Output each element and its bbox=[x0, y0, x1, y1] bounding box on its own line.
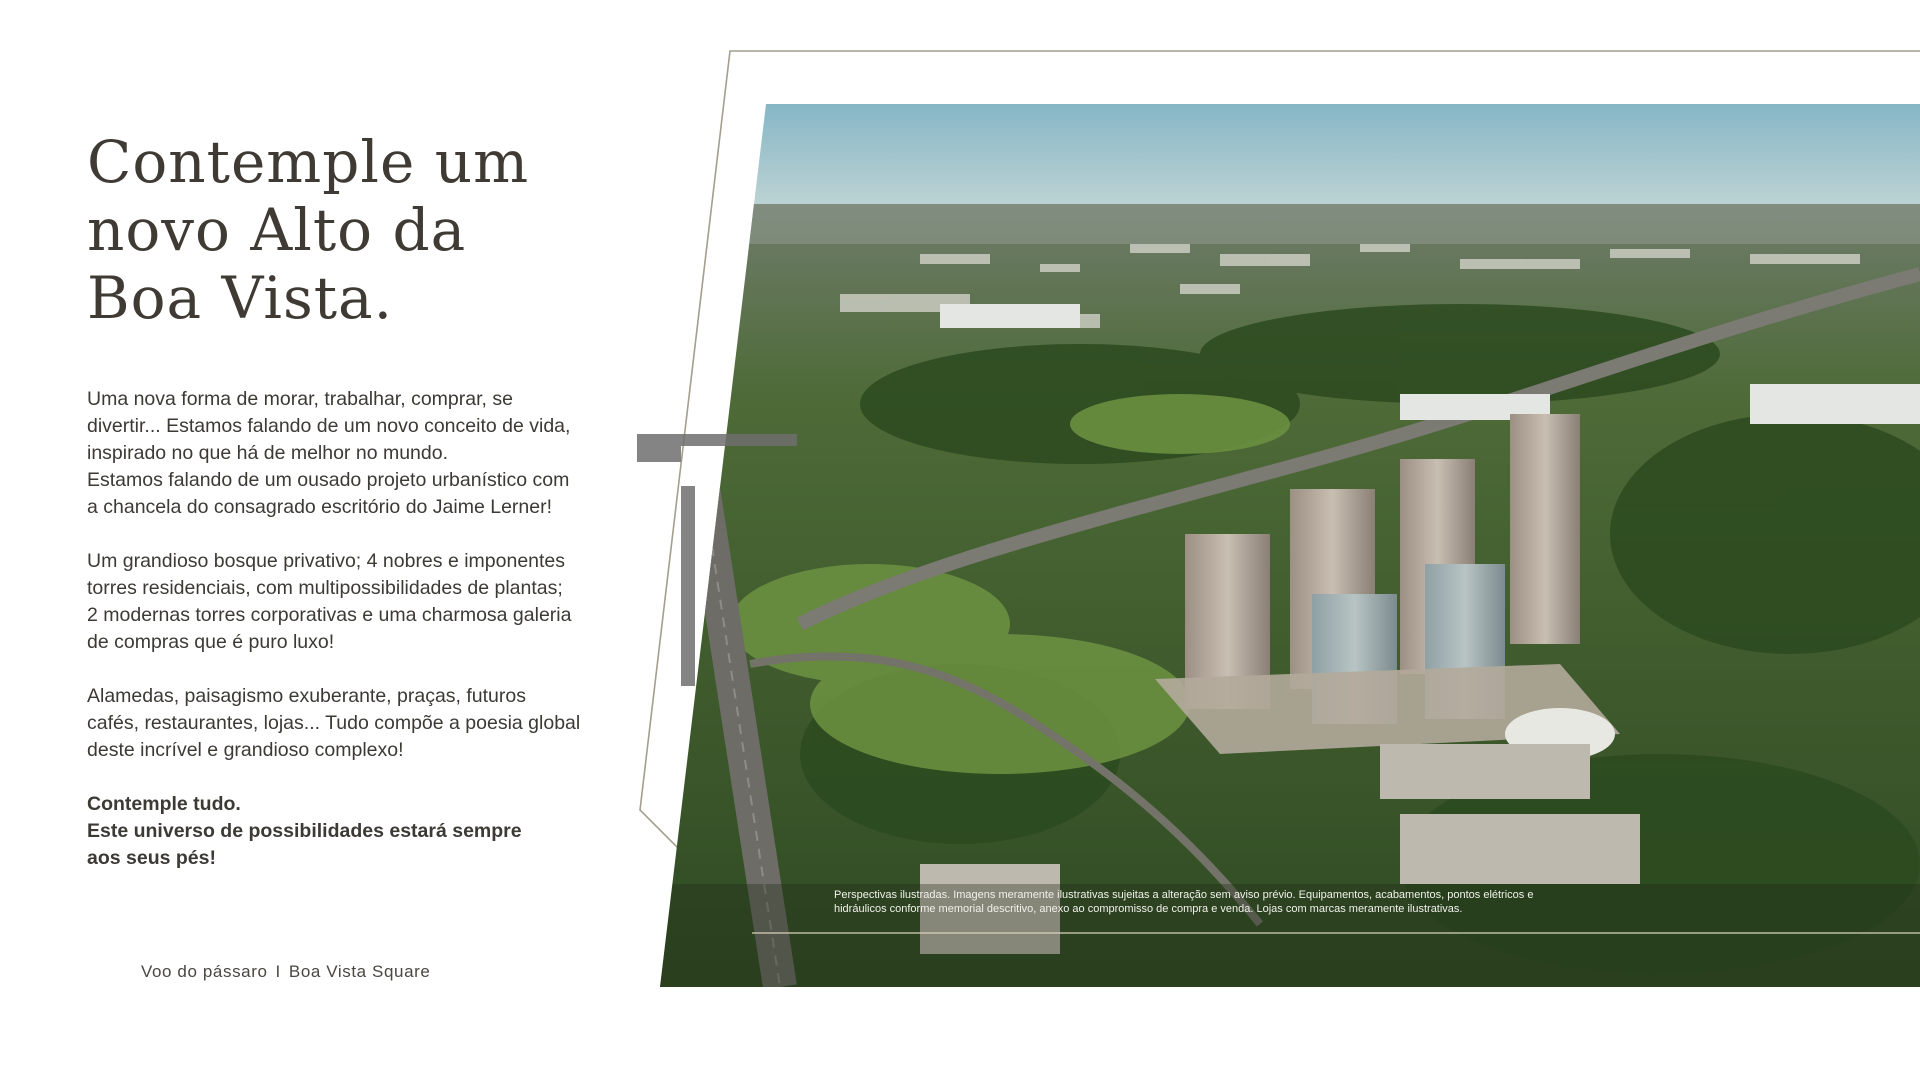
text-line: inspirado no que há de melhor no mundo. bbox=[87, 442, 448, 464]
text-line: Este universo de possibilidades estará sempre bbox=[87, 820, 522, 842]
photo-disclaimer bbox=[834, 888, 1634, 916]
disclaimer-line-1: Perspectivas ilustradas. Imagens meramente ilustrativas sujeitas a alteração sem aviso prévio. Equipamentos, acabamentos, pontos elétricos e bbox=[834, 889, 1534, 901]
caption-right: Boa Vista Square bbox=[288, 962, 431, 981]
headline-line-3: Boa Vista. bbox=[87, 264, 394, 332]
caption-separator: I bbox=[275, 962, 281, 981]
text-line: de compras que é puro luxo! bbox=[87, 631, 335, 653]
text-line: Um grandioso bosque privativo; 4 nobres e imponentes bbox=[87, 550, 566, 572]
caption-left: Voo do pássaro bbox=[141, 962, 268, 981]
disclaimer-line-2: hidráulicos conforme memorial descritivo, anexo ao compromisso de compra e venda. Lojas com marcas meramente ilustrativas. bbox=[834, 903, 1463, 915]
text-line: aos seus pés! bbox=[87, 847, 216, 869]
text-line: 2 modernas torres corporativas e uma charmosa galeria bbox=[87, 604, 572, 626]
headline-line-2: novo Alto da bbox=[87, 196, 467, 264]
text-line: divertir... Estamos falando de um novo conceito de vida, bbox=[87, 415, 571, 437]
text-line: Alamedas, paisagismo exuberante, praças, futuros bbox=[87, 685, 526, 707]
text-line: cafés, restaurantes, lojas... Tudo compõe a poesia global bbox=[87, 712, 581, 734]
text-line: Estamos falando de um ousado projeto urbanístico com bbox=[87, 469, 570, 491]
text-line: torres residenciais, com multipossibilidades de plantas; bbox=[87, 577, 563, 599]
text-line: Uma nova forma de morar, trabalhar, comprar, se bbox=[87, 388, 513, 410]
headline-line-1: Contemple um bbox=[87, 128, 530, 196]
watermark-bracket bbox=[637, 434, 817, 694]
text-line: Contemple tudo. bbox=[87, 793, 241, 815]
text-line: deste incrível e grandioso complexo! bbox=[87, 739, 404, 761]
text-line: a chancela do consagrado escritório do Jaime Lerner! bbox=[87, 496, 553, 518]
